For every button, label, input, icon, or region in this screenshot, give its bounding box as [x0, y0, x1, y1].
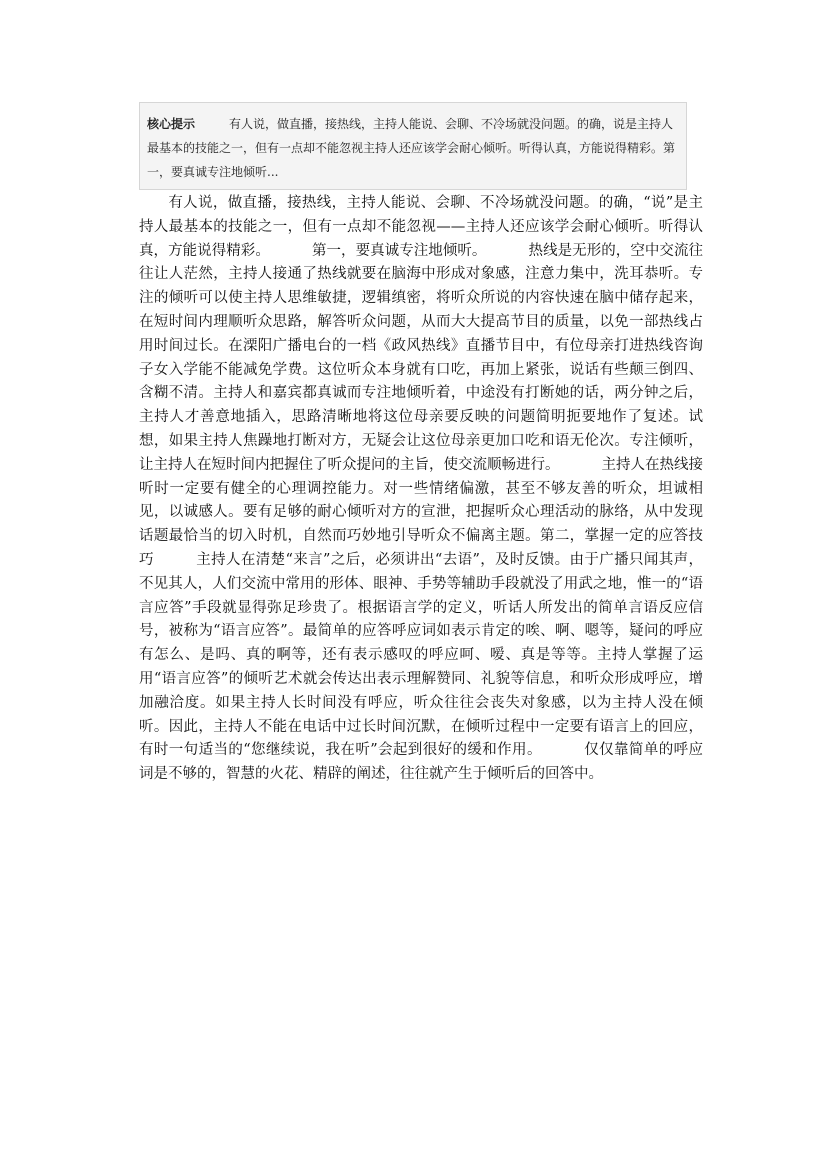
summary-box	[139, 102, 687, 190]
article-closing: 仅仅靠简单的呼应词是不够的，智慧的火花、精辟的阐述，往往就产生于倾听后的回答中。	[139, 742, 704, 783]
point1-extra: 主持人在热线接听时一定要有健全的心理调控能力。对一些情绪偏激，甚至不够友善的听众，坦诚相见，以诚感人。要有足够的耐心倾听对方的宣泄，把握听众心理活动的脉络，从中发现话题最恰当的切入时机，自然而巧妙地引导听众不偏离主题。	[139, 456, 703, 545]
point2-title: 第二，掌握一定的应答技巧	[139, 528, 703, 568]
summary-label: 核心提示	[147, 117, 196, 131]
article-body	[139, 192, 703, 787]
article-intro: 有人说，做直播，接热线，主持人能说、会聊、不冷场就没问题。的确，“说”是主持人最基本的技能之一，但有一点却不能忽视——主持人还应该学会耐心倾听。听得认真，方能说得精彩。	[139, 195, 703, 259]
point1-body: 热线是无形的，空中交流往往让人茫然，主持人接通了热线就要在脑海中形成对象感，注意力集中，洗耳恭听。专注的倾听可以使主持人思维敏捷，逻辑缜密，将听众所说的内容快速在脑中储存起来，在短时间内理顺听众思路，解答听众问题，从而大大提高节目的质量，以免一部热线占用时间过长。在溧阳广播电台的一档《政风热线》直播节目中，有位母亲打进热线咨询子女入学能不能减免学费。这位听众本身就有口吃，再加上紧张，说话有些颠三倒四、含糊不清。主持人和嘉宾都真诚而专注地倾听着，中途没有打断她的话，两分钟之后，主持人才善意地插入，思路清晰地将这位母亲要反映的问题简明扼要地作了复述。试想，如果主持人焦躁地打断对方，无疑会让这位母亲更加口吃和语无伦次。专注倾听，让主持人在短时间内把握住了听众提问的主旨，使交流顺畅进行。	[139, 242, 704, 473]
point2-body: 主持人在清楚“来言”之后，必须讲出“去语”，及时反馈。由于广播只闻其声，不见其人，人们交流中常用的形体、眼神、手势等辅助手段就没了用武之地，惟一的“语言应答”手段就显得弥足珍贵了。根据语言学的定义，听话人所发出的简单言语反应信号，被称为“语言应答”。最简单的应答呼应词如表示肯定的唉、啊、嗯等，疑问的呼应有怎么、是吗、真的啊等，还有表示感叹的呼应呵、嗳、真是等等。主持人掌握了运用“语言应答”的倾听艺术就会传达出表示理解赞同、礼貌等信息，和听众形成呼应，增加融洽度。如果主持人长时间没有呼应，听众往往会丧失对象感，以为主持人没在倾听。因此，主持人不能在电话中过长时间沉默，在倾听过程中一定要有语言上的回应，有时一句适当的“您继续说，我在听”会起到很好的缓和作用。	[139, 551, 703, 759]
summary-text: 有人说，做直播，接热线，主持人能说、会聊、不冷场就没问题。的确，说是主持人最基本的技能之一，但有一点却不能忽视主持人还应该学会耐心倾听。听得认真，方能说得精彩。第一，要真诚专注地倾听...	[147, 117, 676, 179]
point1-title: 第一，要真诚专注地倾听。	[311, 242, 487, 259]
